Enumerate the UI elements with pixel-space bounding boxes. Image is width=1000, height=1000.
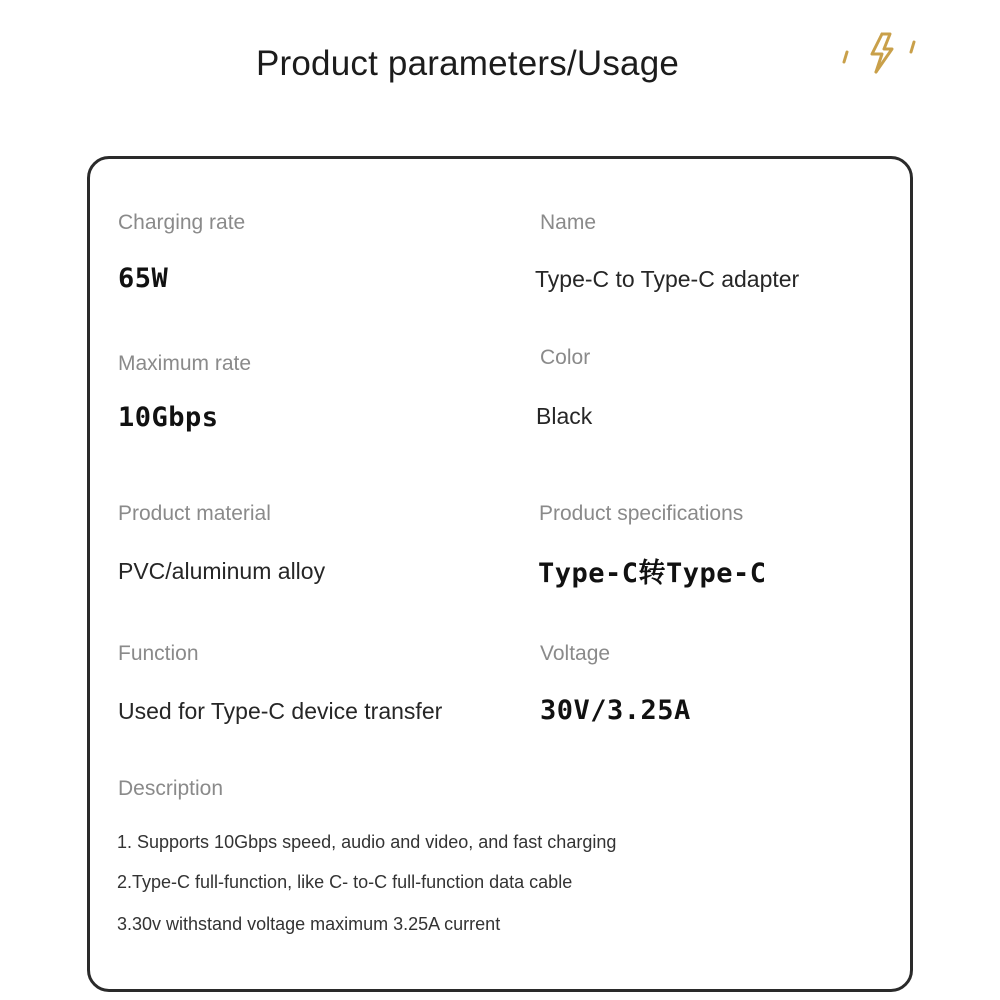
page-title: Product parameters/Usage [255,44,680,83]
color-value: Black [536,403,593,429]
function-value: Used for Type-C device transfer [118,698,443,724]
description-line: 1. Supports 10Gbps speed, audio and video, and fast charging [117,832,617,852]
description-line: 2.Type-C full-function, like C- to-C full-function data cable [117,872,573,892]
name-label: Name [540,211,597,234]
function-label: Function [118,642,199,665]
lightning-bolt-icon [838,22,922,78]
color-label: Color [540,346,591,369]
description-line: 3.30v withstand voltage maximum 3.25A current [117,914,501,934]
product-specifications-value: Type-C转Type-C [538,558,767,589]
charging-rate-label: Charging rate [118,211,246,234]
maximum-rate-value: 10Gbps [118,402,219,433]
voltage-value: 30V/3.25A [540,695,691,726]
description-label: Description [118,777,224,800]
voltage-label: Voltage [540,642,611,665]
charging-rate-value: 65W [118,263,169,294]
name-value: Type-C to Type-C adapter [535,266,800,292]
maximum-rate-label: Maximum rate [118,352,252,375]
product-specifications-label: Product specifications [539,502,744,525]
product-material-value: PVC/aluminum alloy [118,558,326,584]
product-material-label: Product material [118,502,271,525]
